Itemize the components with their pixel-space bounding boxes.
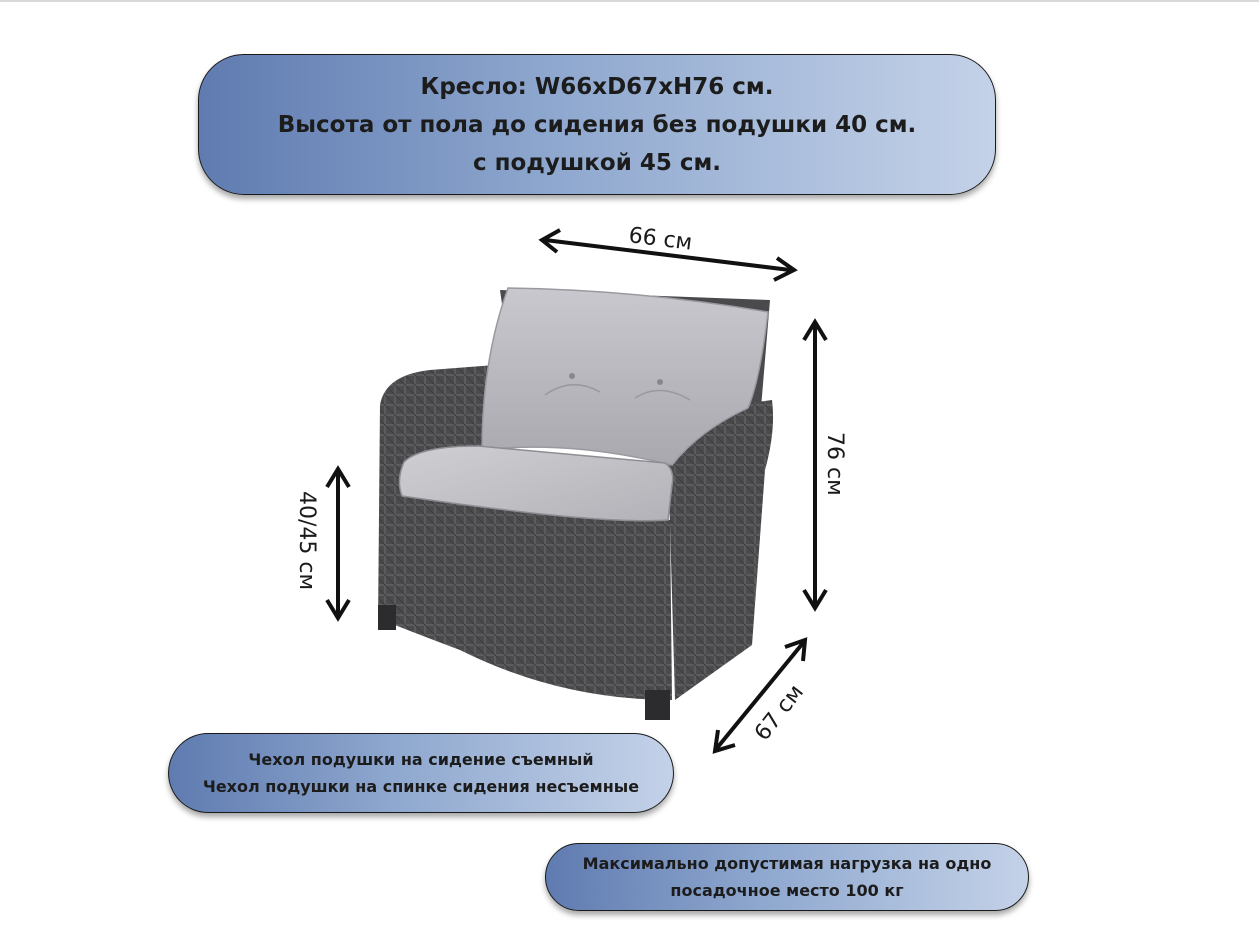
seat-height-dimension xyxy=(294,469,349,618)
armchair-picture xyxy=(378,288,773,720)
seat-height-label: 40/45 см xyxy=(294,491,319,591)
height-dimension xyxy=(804,322,847,608)
load-note-line2: посадочное место 100 кг xyxy=(670,881,904,900)
banner-line-size: Кресло: W66xD67xH76 см. xyxy=(420,73,774,100)
width-dimension xyxy=(542,223,794,280)
load-note-line1: Максимально допустимая нагрузка на одно xyxy=(582,854,992,873)
load-note xyxy=(545,843,1029,911)
cover-note-seat: Чехол подушки на сидение съемный xyxy=(248,750,594,769)
width-label: 66 см xyxy=(627,223,694,256)
height-label: 76 см xyxy=(822,432,847,496)
depth-label: 67 см xyxy=(750,680,809,746)
cover-note-back: Чехол подушки на спинке сидения несъемные xyxy=(202,777,640,796)
banner-line-cushion-height: с подушкой 45 см. xyxy=(472,149,722,176)
banner-line-seat-height: Высота от пола до сидения без подушки 40 см. xyxy=(277,111,917,138)
cover-note xyxy=(168,733,674,813)
